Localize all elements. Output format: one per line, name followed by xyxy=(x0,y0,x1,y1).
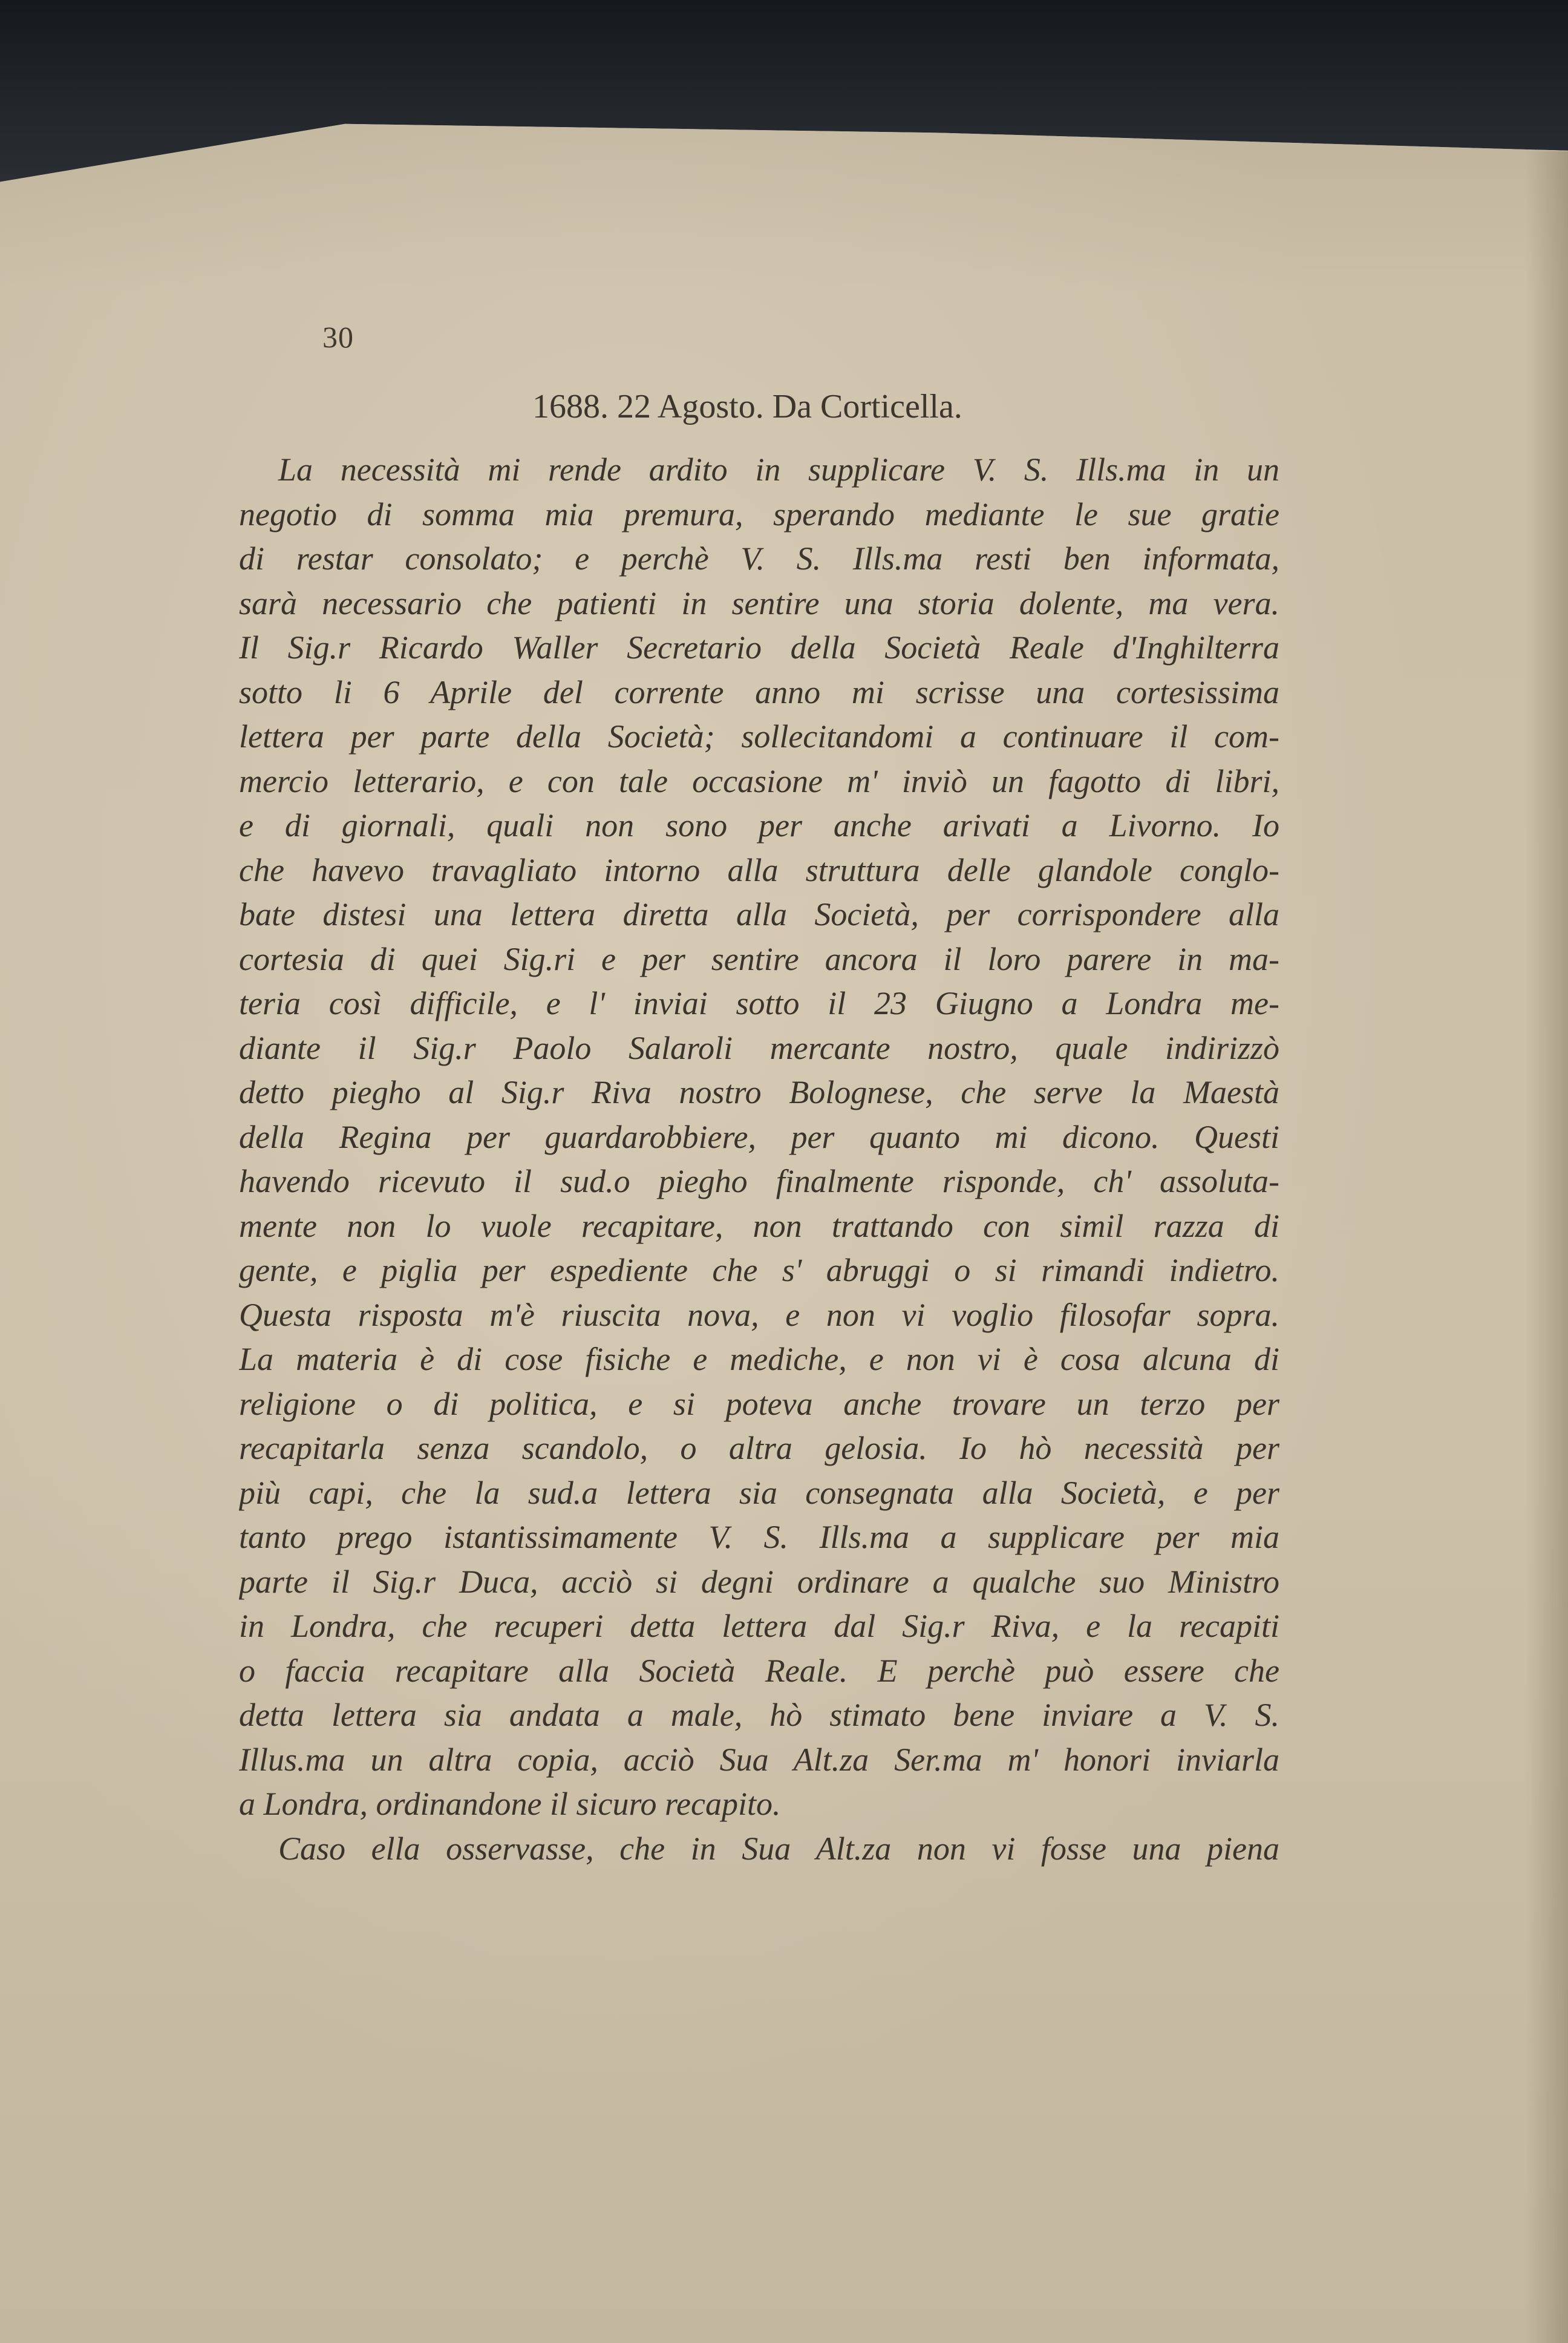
text-line: Caso ella osservasse, che in Sua Alt.za non vi fosse una piena xyxy=(278,1830,1279,1867)
text-line: recapitarla senza scandolo, o altra gelosia. Io hò necessità per xyxy=(239,1430,1279,1466)
text-line: in Londra, che recuperi detta lettera dal Sig.r Riva, e la recapiti xyxy=(239,1608,1279,1644)
letter-body xyxy=(239,448,1279,1871)
text-line: religione o di politica, e si poteva anche trovare un terzo per xyxy=(239,1385,1279,1422)
text-line: Questa risposta m'è riuscita nova, e non vi voglio filosofar sopra. xyxy=(239,1296,1279,1333)
text-line: bate distesi una lettera diretta alla Società, per corrispondere alla xyxy=(239,896,1279,932)
text-line: mente non lo vuole recapitare, non trattando con simil razza di xyxy=(239,1207,1279,1244)
text-line: a Londra, ordinandone il sicuro recapito. xyxy=(239,1786,781,1822)
text-line: teria così difficile, e l' inviai sotto il 23 Giugno a Londra me- xyxy=(239,985,1279,1021)
text-line: cortesia di quei Sig.ri e per sentire ancora il loro parere in ma- xyxy=(239,940,1279,977)
text-line: parte il Sig.r Duca, acciò si degni ordinare a qualche suo Ministro xyxy=(239,1563,1279,1600)
text-line: di restar consolato; e perchè V. S. Ills.ma resti ben informata, xyxy=(239,540,1279,577)
text-line: havendo ricevuto il sud.o piegho finalmente risponde, ch' assoluta- xyxy=(239,1163,1279,1199)
text-line: detto piegho al Sig.r Riva nostro Bolognese, che serve la Maestà xyxy=(239,1074,1279,1110)
text-line: negotio di somma mia premura, sperando mediante le sue gratie xyxy=(239,496,1279,532)
text-line: o faccia recapitare alla Società Reale. E perchè può essere che xyxy=(239,1652,1279,1689)
text-line: La materia è di cose fisiche e mediche, e non vi è cosa alcuna di xyxy=(239,1341,1279,1377)
text-line: più capi, che la sud.a lettera sia consegnata alla Società, e per xyxy=(239,1474,1279,1511)
text-line: tanto prego istantissimamente V. S. Ills.ma a supplicare per mia xyxy=(239,1519,1279,1555)
text-line: gente, e piglia per espediente che s' abruggi o si rimandi indietro. xyxy=(239,1252,1279,1288)
text-line: lettera per parte della Società; sollecitandomi a continuare il com- xyxy=(239,718,1279,755)
text-line: mercio letterario, e con tale occasione m' inviò un fagotto di libri, xyxy=(239,762,1279,799)
page-edge-shadow xyxy=(1526,151,1568,2343)
text-line: Il Sig.r Ricardo Waller Secretario della Società Reale d'Inghilterra xyxy=(239,629,1279,666)
page-number: 30 xyxy=(322,320,354,354)
text-line: e di giornali, quali non sono per anche arivati a Livorno. Io xyxy=(239,807,1279,844)
text-line: detta lettera sia andata a male, hò stimato bene inviare a V. S. xyxy=(239,1697,1279,1733)
text-line: sarà necessario che patienti in sentire una storia dolente, ma vera. xyxy=(239,585,1279,621)
text-line: La necessità mi rende ardito in supplicare V. S. Ills.ma in un xyxy=(278,451,1279,488)
text-line: diante il Sig.r Paolo Salaroli mercante nostro, quale indirizzò xyxy=(239,1029,1279,1066)
text-line: Illus.ma un altra copia, acciò Sua Alt.za Ser.ma m' honori inviarla xyxy=(239,1741,1279,1778)
text-line: della Regina per guardarobbiere, per quanto mi dicono. Questi xyxy=(239,1118,1279,1155)
text-line: che havevo travagliato intorno alla struttura delle glandole conglo- xyxy=(239,851,1279,888)
letter-heading: 1688. 22 Agosto. Da Corticella. xyxy=(532,388,962,425)
text-line: sotto li 6 Aprile del corrente anno mi scrisse una cortesissima xyxy=(239,673,1279,710)
